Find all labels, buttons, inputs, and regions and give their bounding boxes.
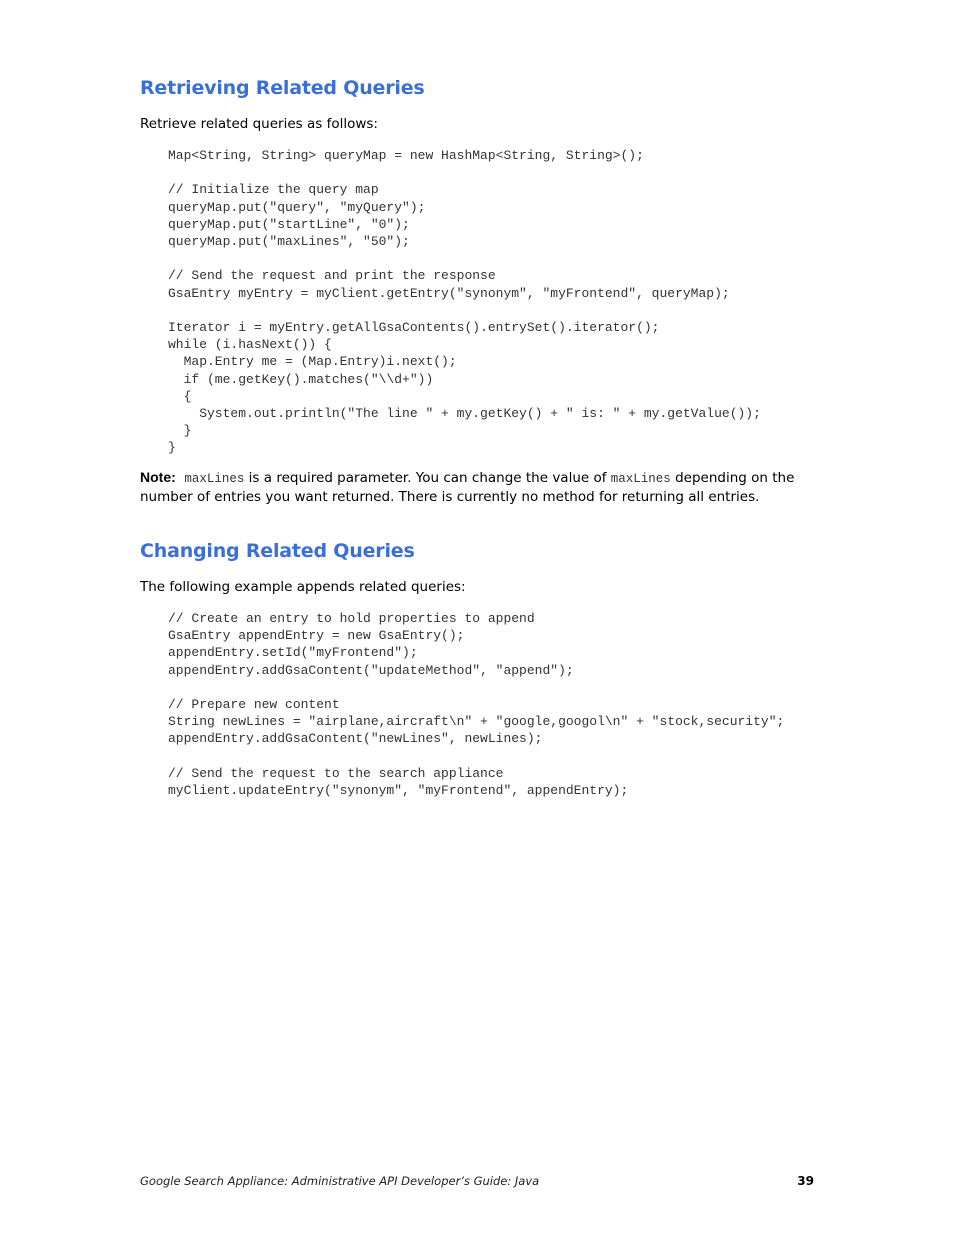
- code-block-changing: // Create an entry to hold properties to append GsaEntry appendEntry = new GsaEntry(); appendEntry.setId("myFrontend"); appendEntry.addGsaContent("updateMethod", "append"); // Prepare new content String newLines = "airplane,aircraft\n" + "google,googol\n" + "stock,security"; appendEntry.addGsaContent("newLines", newLines); // Send the request to the search appliance myClient.updateEntry("synonym", "myFrontend", appendEntry);: [168, 611, 785, 799]
- section-intro-changing: The following example appends related queries:: [140, 579, 466, 595]
- note-text-a: is a required parameter. You can change the value of: [244, 470, 611, 486]
- note-paragraph: [140, 469, 800, 506]
- note-text-b: depending on the number of entries you want returned. There is currently no method for returning all entries.: [140, 470, 795, 505]
- page-number: 39: [797, 1174, 814, 1188]
- section-intro-retrieving: Retrieve related queries as follows:: [140, 116, 378, 132]
- footer-title: Google Search Appliance: Administrative API Developer’s Guide: Java: [140, 1174, 540, 1188]
- section-heading-retrieving: Retrieving Related Queries: [140, 77, 425, 99]
- code-block-retrieving: Map<String, String> queryMap = new HashMap<String, String>(); // Initialize the query map queryMap.put("query", "myQuery"); queryMap.put("startLine", "0"); queryMap.put("maxLines", "50"); // Send the request and print the response GsaEntry myEntry = myClient.getEntry("synonym", "myFrontend", queryMap); Iterator i = myEntry.getAllGsaContents().entrySet().iterator(); while (i.hasNext()) { Map.Entry me = (Map.Entry)i.next(); if (me.getKey().matches("\\d+")) { System.out.println("The line " + my.getKey() + " is: " + my.getValue()); } }: [168, 148, 761, 456]
- note-code-param-2: maxLines: [610, 472, 671, 486]
- section-heading-changing: Changing Related Queries: [140, 540, 415, 562]
- note-label: Note:: [140, 469, 176, 485]
- note-code-param: maxLines: [184, 472, 245, 486]
